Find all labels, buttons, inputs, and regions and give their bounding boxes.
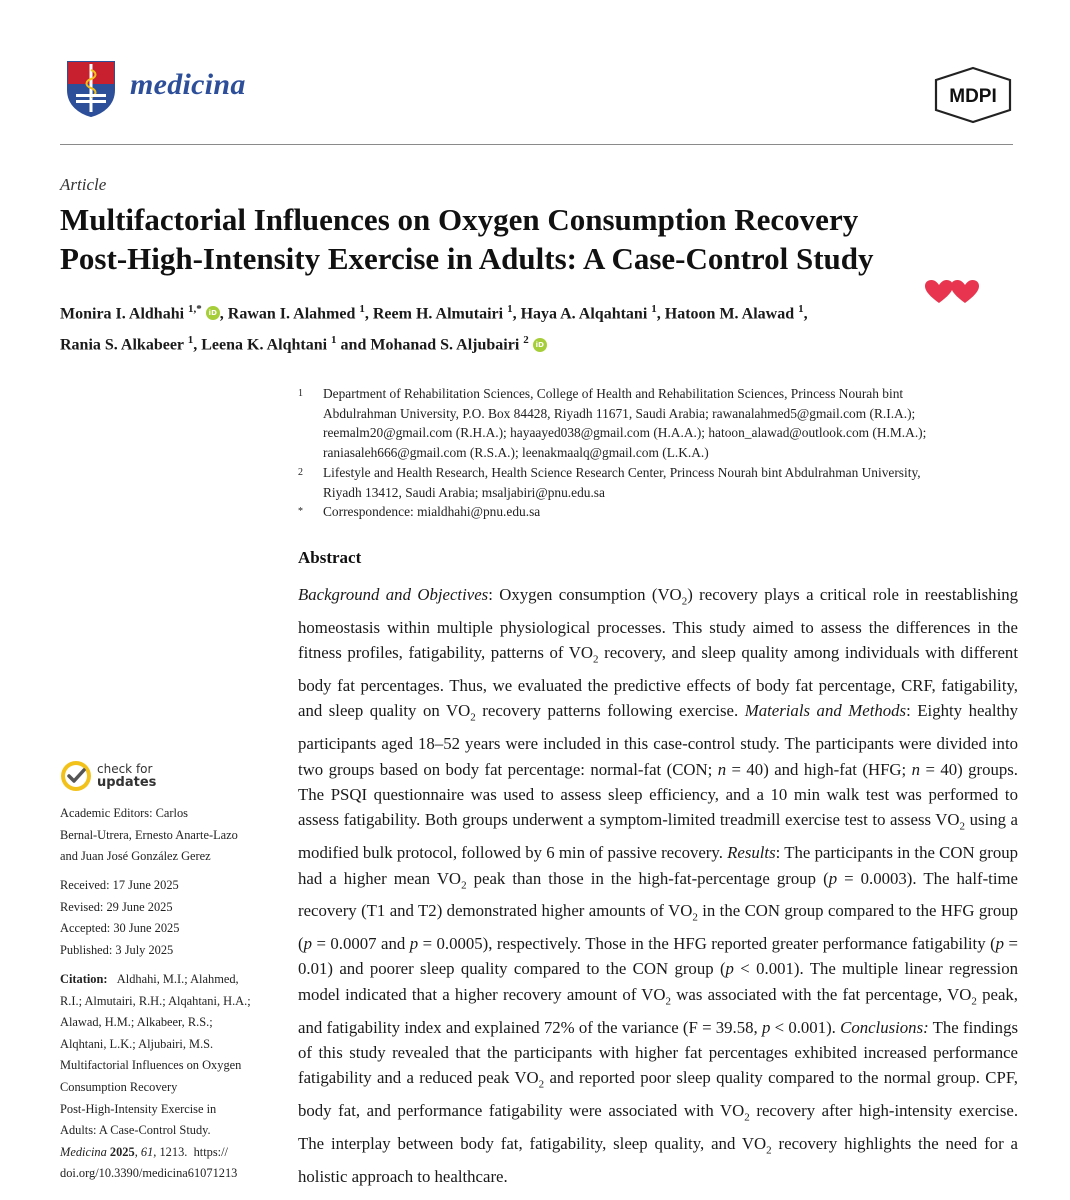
- orcid-icon[interactable]: iD: [533, 338, 547, 352]
- abstract-subscript: 2: [971, 995, 977, 1008]
- date-revised: Revised: 29 June 2025: [60, 899, 173, 914]
- header-divider: [60, 144, 1013, 145]
- author-list: [60, 296, 1020, 359]
- abstract-subscript: 2: [470, 711, 476, 724]
- affiliation-line: Department of Rehabilitation Sciences, College of Health and Rehabilitation Sciences, Princess Nourah bint: [323, 386, 904, 401]
- abstract-text: recovery highlights the need for a holistic approach to healthcare.: [298, 1133, 1018, 1186]
- affiliation-line: Riyadh 13412, Saudi Arabia; msaljabiri@pnu.edu.sa: [323, 484, 605, 500]
- citation-pages: , 1213.: [153, 1144, 188, 1159]
- date-accepted: Accepted: 30 June 2025: [60, 921, 180, 936]
- abstract-text: recovery after high-intensity exercise. The interplay between body fat, fatigability, sleep quality, and VO: [298, 1101, 1019, 1153]
- affiliation-line: reemalm20@gmail.com (R.H.A.); hayaayed038@gmail.com (H.A.A.); hatoon_alawad@outlook.com (H.M.A.);: [323, 425, 927, 441]
- abstract-text: recovery, and sleep quality among individuals with different body fat percentages. Thus, we evaluated the predictive effects of body fat percentage, CRF, fatigability, and sleep quality on VO: [298, 643, 1018, 721]
- abstract-subscript: 2: [461, 878, 467, 891]
- abstract-text: peak, and fatigability index and explained 72% of the variance (F = 39.58,: [298, 984, 1018, 1037]
- author-affiliation-mark: 1: [507, 303, 513, 315]
- citation-year: 2025: [109, 1144, 135, 1159]
- author-name[interactable]: Monira I. Aldhahi: [60, 305, 185, 323]
- abstract-text: = 40) and high-fat (HFG;: [726, 759, 912, 779]
- title-line: Multifactorial Influences on Oxygen Consumption Recovery: [60, 202, 859, 237]
- citation-doi-link[interactable]: doi.org/10.3390/medicina61071213: [60, 1166, 238, 1181]
- check-for-updates-label[interactable]: [97, 763, 156, 789]
- author-affiliation-mark: 1: [187, 334, 194, 347]
- abstract-italic-text: Conclusions:: [840, 1017, 929, 1037]
- abstract-text: in the CON group compared to the HFG group (: [298, 901, 1018, 954]
- affiliation-mark: 1: [298, 388, 303, 399]
- citation-volume: 61: [140, 1144, 154, 1159]
- author-name[interactable]: Rawan I. Alahmed: [227, 305, 356, 323]
- abstract-italic-text: p: [995, 934, 1005, 954]
- author-name[interactable]: Leena K. Alqhtani: [201, 336, 328, 354]
- citation-line: Post-High-Intensity Exercise in: [60, 1101, 217, 1116]
- abstract-body: [298, 582, 1018, 1189]
- citation-line: [60, 969, 275, 991]
- editors-line: and Juan José González Gerez: [60, 849, 211, 864]
- check-for-updates-line2: updates: [97, 775, 157, 790]
- author-affiliation-mark: 1: [651, 303, 657, 315]
- orcid-icon[interactable]: iD: [206, 306, 220, 320]
- affiliation-line: Abdulrahman University, P.O. Box 84428, Riyadh 11671, Saudi Arabia; rawanalahmed5@gmail.com (R.I.A.);: [323, 405, 916, 421]
- correspondence-line: Correspondence: mialdhahi@pnu.edu.sa: [323, 504, 541, 520]
- correspondence-mark: *: [298, 506, 303, 518]
- abstract-text: : Oxygen consumption (VO: [488, 585, 682, 604]
- article-title: [60, 200, 1020, 278]
- author-line: Rania S. Alkabeer $^1$, Leena K. Alqhtani $^1$ and Mohanad S. Aljubairi $^2$ iD: [60, 327, 1020, 358]
- abstract-italic-text: p: [303, 934, 312, 954]
- citation-line: Alqhtani, L.K.; Aljubairi, M.S.: [60, 1036, 214, 1051]
- author-name[interactable]: Reem H. Almutairi: [372, 305, 504, 323]
- article-type: Article: [60, 175, 107, 194]
- abstract-italic-text: Results: [727, 843, 776, 863]
- abstract-text: = 0.0007 and: [311, 934, 410, 954]
- abstract-subscript: 2: [665, 995, 672, 1008]
- abstract-italic-text: p: [409, 934, 419, 954]
- citation-text: Aldhahi, M.I.; Alahmed,: [116, 972, 239, 986]
- abstract-subscript: 2: [538, 1078, 545, 1091]
- abstract-text: and reported poor sleep quality compared to the normal group. CPF, body fat, and performance fatigability were associated with VO: [298, 1068, 1018, 1121]
- check-for-updates-line1: check for: [97, 762, 153, 776]
- affiliation-item: [298, 384, 1023, 463]
- abstract-italic-text: Materials and Methods: [744, 701, 907, 721]
- editors-line: Bernal-Utrera, Ernesto Anarte-Lazo: [60, 827, 238, 842]
- abstract-text: ) recovery plays a critical role in reestablishing homeostasis within multiple physiological processes. This study aimed to assess the differences in the fitness profiles, fatigability, patterns of VO: [298, 585, 1019, 663]
- abstract-italic-text: Background and Objectives: [298, 585, 489, 604]
- academic-editors: [60, 803, 275, 868]
- citation-journal: Medicina: [60, 1144, 107, 1159]
- author-affiliation-mark: 1,*: [188, 303, 202, 315]
- correspondence-item: [298, 502, 1023, 522]
- citation-line: R.I.; Almutairi, R.H.; Alqahtani, H.A.;: [60, 993, 251, 1008]
- author-affiliation-mark: 1: [331, 334, 337, 347]
- author-name[interactable]: Mohanad S. Aljubairi: [370, 336, 520, 354]
- publisher-badge-label: MDPI: [949, 86, 997, 107]
- author-name[interactable]: Rania S. Alkabeer: [60, 336, 184, 354]
- abstract-subscript: 2: [681, 595, 688, 608]
- abstract-subscript: 2: [959, 820, 966, 833]
- author-connector: and: [340, 336, 367, 354]
- abstract-italic-text: n: [717, 759, 727, 779]
- affiliation-line: Lifestyle and Health Research, Health Science Research Center, Princess Nourah bint Abdulrahman University,: [323, 464, 921, 480]
- citation-line: Adults: A Case-Control Study.: [60, 1123, 211, 1138]
- abstract-text: < 0.001). The multiple linear regression model indicated that a higher recovery amount of VO: [298, 959, 1018, 1004]
- abstract-text: = 40) groups. The PSQI questionnaire was used to assess sleep efficiency, and a 10 min walk test was performed to assess fatigability. Both groups underwent a symptom-limited treadmill exercise test to assess VO: [298, 759, 1018, 830]
- abstract-subscript: 2: [593, 653, 599, 666]
- abstract-text: The findings of this study revealed that the participants with higher fat percentages exhibited increased performance fatigability and a reduced peak VO: [298, 1017, 1018, 1088]
- abstract-text: < 0.001).: [770, 1017, 841, 1037]
- medicina-shield-logo-icon: [66, 60, 116, 118]
- abstract-subscript: 2: [744, 1111, 750, 1124]
- abstract-text: using a modified bulk protocol, followed by 6 min of passive recovery.: [298, 810, 1018, 863]
- abstract-subscript: 2: [766, 1144, 772, 1157]
- author-affiliation-mark: 2: [523, 334, 529, 347]
- author-line: Monira I. Aldhahi $^{1,*}$ iD , Rawan I. Alahmed $^1$, Reem H. Almutairi $^1$, Haya A. Alqahtani $^1$, Hatoon M. Alawad $^1$,: [60, 303, 808, 323]
- abstract-text: peak than those in the high-fat-percentage group (: [466, 868, 829, 888]
- publication-dates: [60, 875, 275, 961]
- citation-line: Multifactorial Influences on Oxygen: [60, 1058, 242, 1073]
- abstract-italic-text: p: [828, 868, 838, 888]
- abstract-text: = 0.0005), respectively. Those in the HFG reported greater performance fatigability (: [418, 934, 996, 954]
- abstract-text: = 0.01) and poorer sleep quality compared to the CON group (: [298, 934, 1018, 979]
- citation-line: Consumption Recovery: [60, 1079, 178, 1094]
- abstract-heading: Abstract: [298, 548, 362, 567]
- abstract-text: recovery patterns following exercise.: [475, 701, 745, 721]
- journal-name: medicina: [130, 68, 246, 101]
- mdpi-hexagon-badge-icon: [932, 66, 1014, 124]
- two-hearts-icon: [924, 279, 980, 305]
- abstract-italic-text: p: [761, 1017, 771, 1037]
- title-line: Post-High-Intensity Exercise in Adults: A Case-Control Study: [60, 241, 874, 276]
- affiliation-mark: 2: [298, 466, 303, 478]
- abstract-text: : The participants in the CON group had a higher mean VO: [298, 843, 1018, 888]
- abstract-italic-text: n: [911, 759, 921, 779]
- abstract-text: was associated with the fat percentage, VO: [671, 984, 972, 1004]
- citation-block: [60, 969, 275, 1185]
- editors-line: Academic Editors: Carlos: [60, 806, 189, 820]
- check-for-updates-icon[interactable]: [60, 760, 92, 792]
- abstract-italic-text: p: [725, 959, 734, 979]
- citation-label: Citation:: [60, 972, 108, 986]
- affiliation-line: raniasaleh666@gmail.com (R.S.A.); leenakmaalq@gmail.com (L.K.A.): [323, 445, 709, 461]
- affiliation-item: [298, 463, 1023, 502]
- date-published: Published: 3 July 2025: [60, 942, 174, 957]
- citation-url-start[interactable]: https://: [193, 1144, 228, 1159]
- citation-line: Medicina 2025, 61, 1213. https://: [60, 1144, 228, 1159]
- author-affiliation-mark: 1: [798, 303, 804, 315]
- date-received: Received: 17 June 2025: [60, 878, 179, 892]
- author-name[interactable]: Haya A. Alqahtani: [520, 305, 648, 323]
- author-affiliation-mark: 1: [359, 303, 365, 315]
- abstract-subscript: 2: [692, 911, 698, 924]
- affiliations: [298, 384, 1023, 522]
- abstract-text: : Eighty healthy participants aged 18–52 years were included in this case-control study. The participants were divided into two groups based on body fat percentage: normal-fat (CON;: [298, 701, 1018, 779]
- author-name[interactable]: Hatoon M. Alawad: [664, 305, 795, 323]
- abstract-text: = 0.0003). The half-time recovery (T1 and T2) demonstrated higher amounts of VO: [298, 868, 1018, 921]
- citation-line: Alawad, H.M.; Alkabeer, R.S.;: [60, 1015, 213, 1030]
